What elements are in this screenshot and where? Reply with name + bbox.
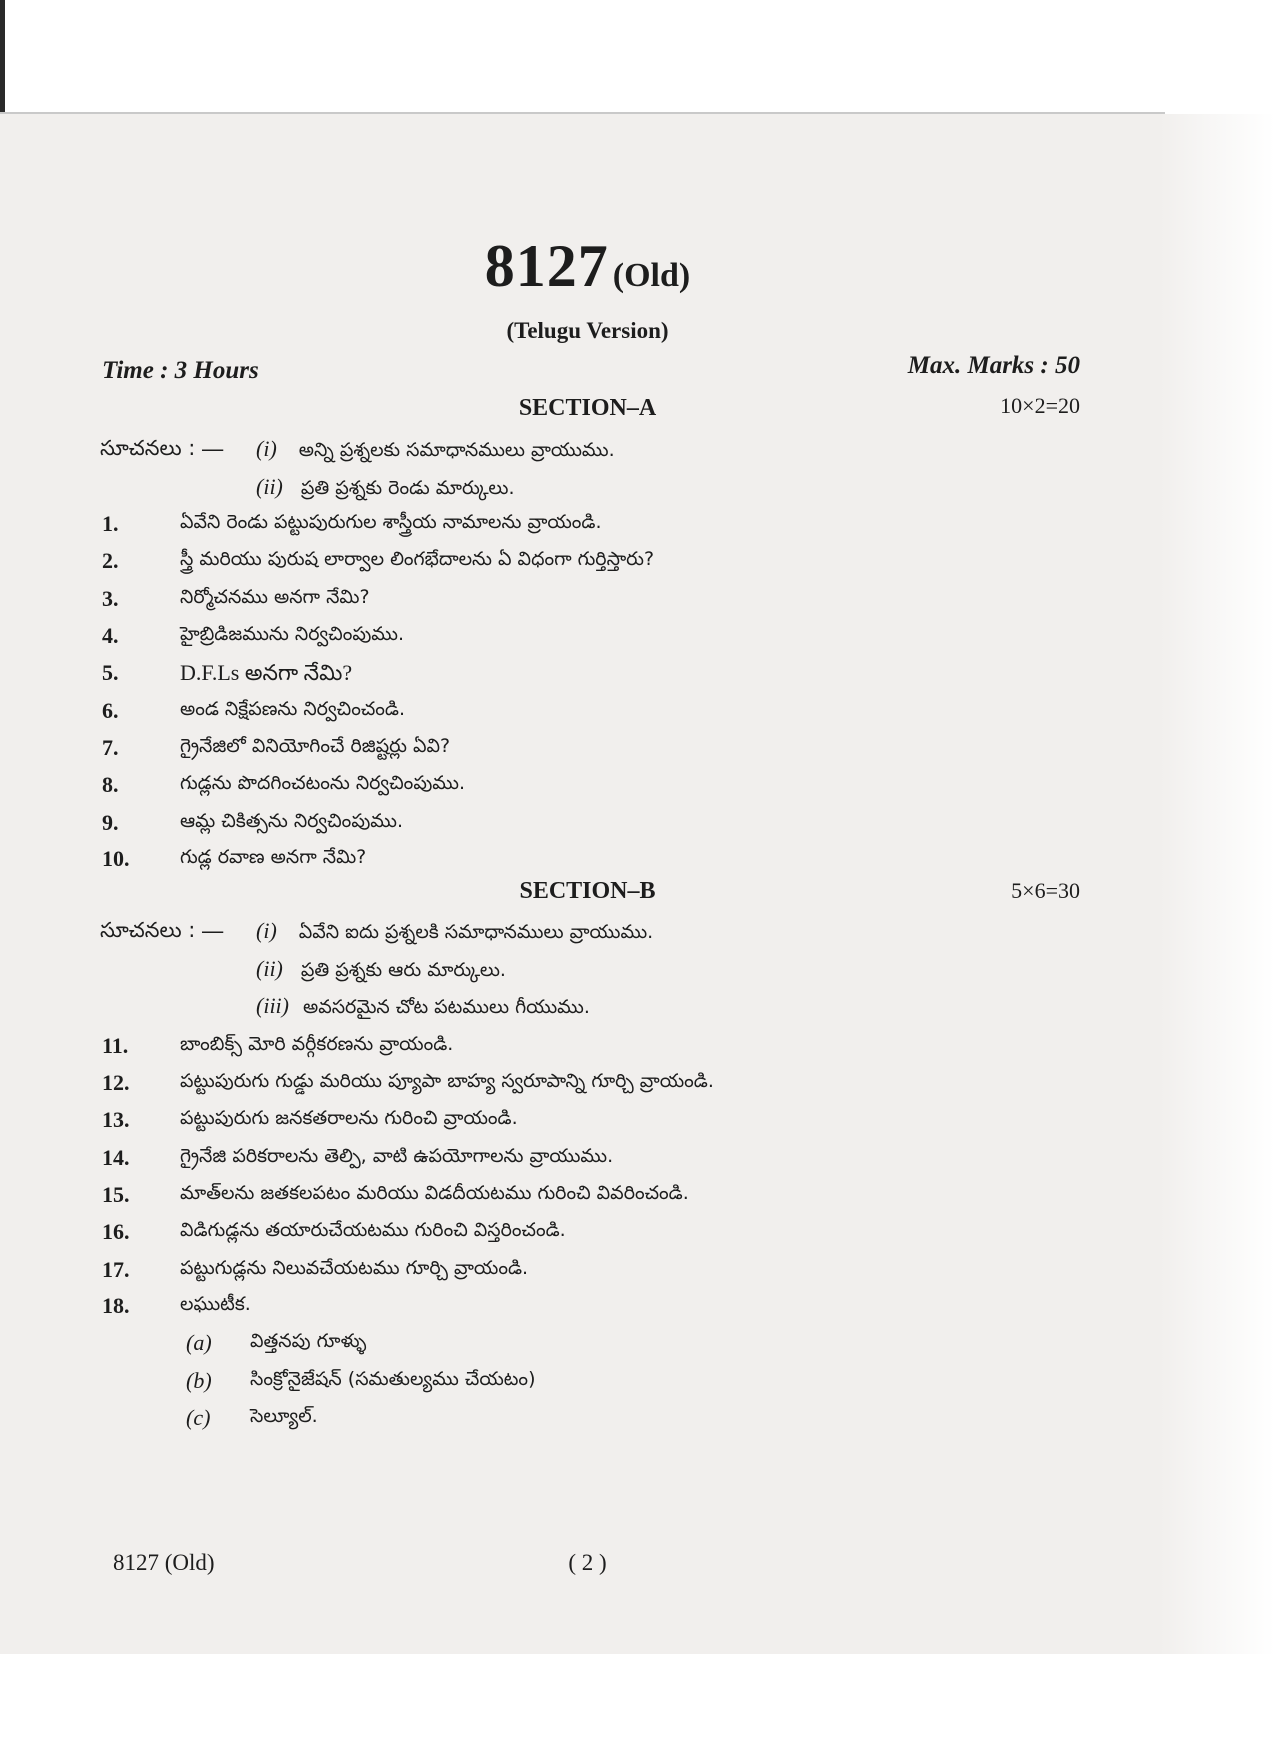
instruction-text: ప్రతి ప్రశ్నకు ఆరు మార్కులు.: [300, 959, 506, 981]
question-text: స్త్రీ మరియు పురుష లార్వాల లింగభేదాలను ఏ విధంగా గుర్తిస్తారు?: [180, 548, 655, 570]
instruction-number: (i): [256, 436, 277, 461]
question-number: 6.: [102, 698, 119, 723]
scan-top-edge: [0, 112, 1165, 114]
section-b-instruction: [256, 956, 506, 986]
question-number: 14.: [102, 1145, 130, 1170]
question-number: 8.: [102, 772, 119, 797]
sub-question-label: (a): [186, 1330, 212, 1355]
question-text: పట్టుపురుగు గుడ్డు మరియు ప్యూపా బాహ్య స్వరూపాన్ని గూర్చి వ్రాయండి.: [180, 1070, 714, 1092]
paper-code-suffix: (Old): [612, 257, 691, 294]
scan-edge-band: [0, 0, 5, 112]
question-text: గుడ్లను పొదగించటంను నిర్వచింపుము.: [180, 772, 465, 794]
instruction-number: (ii): [256, 474, 283, 499]
question-number: 10.: [102, 846, 130, 871]
question-text: మాత్‌లను జతకలపటం మరియు విడదీయటము గురించి వివరించండి.: [180, 1182, 689, 1204]
instruction-text: ఏవేని ఐదు ప్రశ్నలకి సమాధానములు వ్రాయుము.: [298, 921, 654, 943]
section-a-instructions-lead: [100, 436, 223, 466]
question-number: 9.: [102, 810, 119, 835]
instruction-number: (iii): [256, 993, 289, 1018]
instructions-lead-dash: —: [202, 436, 224, 460]
instruction-text: అవసరమైన చోట పటములు గీయుము.: [303, 996, 590, 1018]
question-text: హైబ్రిడిజమును నిర్వచింపుము.: [180, 623, 405, 645]
question-number: 13.: [102, 1107, 130, 1132]
sub-question-label: (b): [186, 1368, 212, 1393]
question-number: 1.: [102, 511, 119, 536]
sub-question-text: సెల్యూల్.: [250, 1405, 318, 1427]
section-a-marks: 10×2=20: [1000, 393, 1080, 418]
paper-code-title: [0, 232, 1175, 301]
max-marks: Max. Marks : 50: [907, 352, 1080, 379]
instructions-lead-text: సూచనలు :: [100, 436, 196, 460]
question-number: 17.: [102, 1257, 130, 1282]
version-label: (Telugu Version): [506, 318, 669, 343]
question-number: 3.: [102, 586, 119, 611]
question-number: 15.: [102, 1182, 130, 1207]
question-text: బాంబిక్స్ మోరి వర్గీకరణను వ్రాయండి.: [180, 1033, 454, 1055]
paper-edge-fade: [1160, 114, 1275, 1654]
question-number: 18.: [102, 1293, 130, 1318]
section-b-instruction: [256, 918, 653, 948]
question-text: ఏవేని రెండు పట్టుపురుగుల శాస్త్రీయ నామాలను వ్రాయండి.: [180, 511, 602, 533]
section-b-marks: 5×6=30: [1011, 878, 1080, 903]
question-number: 7.: [102, 735, 119, 760]
section-a-instruction: [256, 436, 615, 466]
question-text: గ్రైనేజి పరికరాలను తెల్పి, వాటి ఉపయోగాలను వ్రాయుము.: [180, 1145, 614, 1167]
question-text: లఘుటీక.: [180, 1293, 251, 1315]
paper-code: 8127: [484, 233, 609, 299]
instructions-lead-text: సూచనలు :: [100, 918, 196, 942]
instructions-lead-dash: —: [202, 918, 224, 942]
question-text: D.F.Ls అనగా నేమి?: [180, 660, 353, 685]
section-a-title: SECTION–A: [518, 395, 657, 421]
question-text: విడిగుడ్లను తయారుచేయటము గురించి విస్తరించండి.: [180, 1219, 566, 1241]
section-b-instructions-lead: [100, 918, 223, 948]
question-text: పట్టుపురుగు జనకతరాలను గురించి వ్రాయండి.: [180, 1107, 518, 1129]
question-text: అండ నిక్షేపణను నిర్వచించండి.: [180, 698, 406, 720]
instruction-text: అన్ని ప్రశ్నలకు సమాధానములు వ్రాయుము.: [298, 439, 615, 461]
question-number: 4.: [102, 623, 119, 648]
question-number: 2.: [102, 548, 119, 573]
question-text: పట్టుగుడ్లను నిలువచేయటము గూర్చి వ్రాయండి.: [180, 1257, 529, 1279]
question-text: గ్రైనేజిలో వినియోగించే రిజిష్టర్లు ఏవి?: [180, 735, 451, 757]
question-number: 11.: [102, 1033, 129, 1058]
question-text: ఆమ్ల చికిత్సను నిర్వచింపుము.: [180, 810, 403, 832]
instruction-number: (i): [256, 918, 277, 943]
instruction-number: (ii): [256, 956, 283, 981]
page-number: ( 2 ): [568, 1550, 607, 1575]
sub-question-label: (c): [186, 1405, 211, 1430]
section-b-title: SECTION–B: [519, 878, 656, 904]
footer-paper-code: 8127 (Old): [113, 1550, 215, 1575]
question-text: నిర్మోచనము అనగా నేమి?: [180, 586, 370, 608]
section-a-instruction: [256, 474, 514, 504]
sub-question-text: విత్తనపు గూళ్ళు: [250, 1330, 367, 1352]
question-text: గుడ్ల రవాణ అనగా నేమి?: [180, 846, 367, 868]
question-number: 5.: [102, 660, 119, 685]
question-number: 12.: [102, 1070, 130, 1095]
sub-question-text: సింక్రోనైజేషన్ (సమతుల్యము చేయటం): [250, 1368, 536, 1390]
time-allowed: Time : 3 Hours: [102, 357, 259, 384]
instruction-text: ప్రతి ప్రశ్నకు రెండు మార్కులు.: [300, 477, 515, 499]
section-b-instruction: [256, 993, 590, 1023]
question-number: 16.: [102, 1219, 130, 1244]
